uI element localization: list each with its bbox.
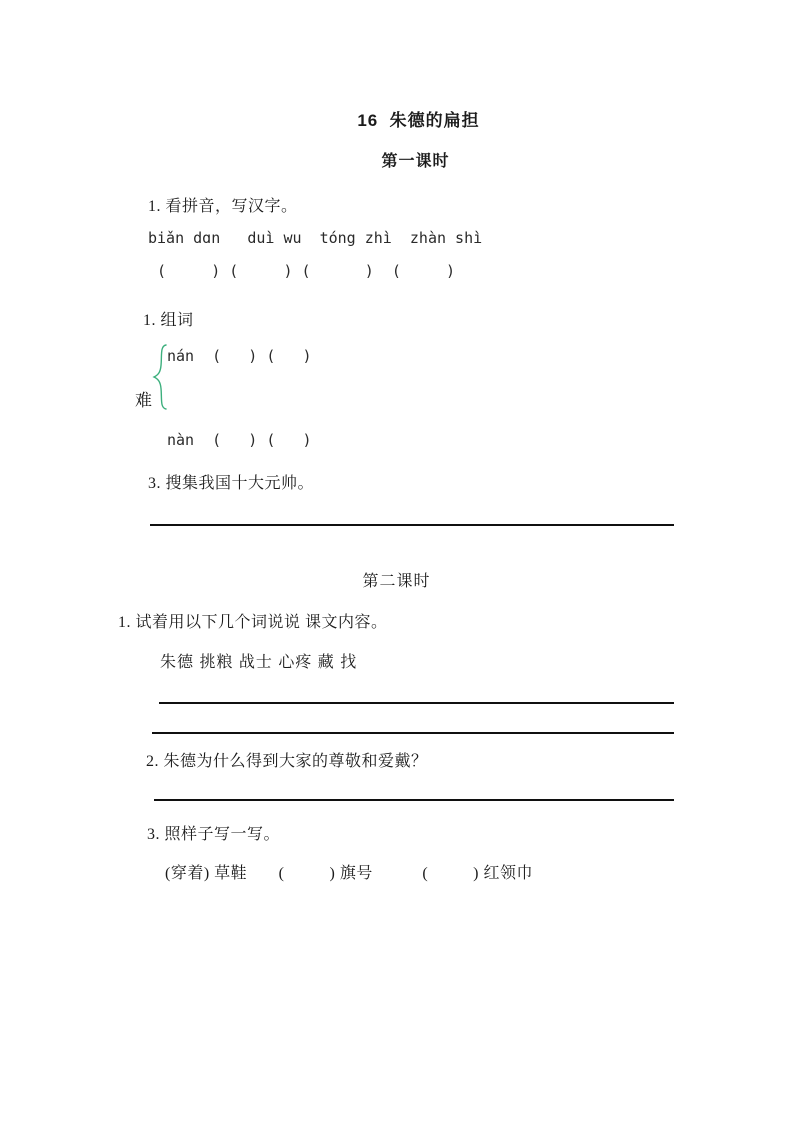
pinyin-line: biǎn dɑn duì wu tóng zhì zhàn shì — [148, 229, 483, 247]
page-title: 16 朱德的扁担 — [357, 111, 480, 130]
s2-question2-label: 2. 朱德为什么得到大家的尊敬和爱戴？ — [146, 753, 428, 770]
zuci-character: 难 — [135, 391, 152, 410]
keyword-list: 朱德 挑粮 战士 心疼 藏 找 — [160, 654, 358, 671]
section2-heading: 第二课时 — [362, 573, 431, 590]
s1-question2-label: 1. 组词 — [143, 312, 194, 329]
answer-line — [150, 524, 674, 526]
s1-question3-label: 3. 搜集我国十大元帅。 — [148, 475, 315, 492]
zuci-row-nan4: nàn ( ) ( ) — [167, 431, 312, 449]
fill-in-example-row: (穿着) 草鞋 ( ) 旗号 ( ) 红领巾 — [165, 865, 533, 882]
zuci-row-nan2: nán ( ) ( ) — [167, 347, 312, 365]
answer-line — [154, 799, 674, 801]
section1-heading: 第一课时 — [381, 153, 450, 170]
s1-question1-label: 1. 看拼音，写汉字。 — [148, 198, 298, 215]
s2-question1-label: 1. 试着用以下几个词说说 课文内容。 — [118, 614, 388, 631]
s2-question3-label: 3. 照样子写一写。 — [147, 826, 281, 843]
answer-line — [152, 732, 674, 734]
pinyin-answer-blanks: ( ) ( ) ( ) ( ) — [148, 262, 456, 280]
answer-line — [159, 702, 674, 704]
